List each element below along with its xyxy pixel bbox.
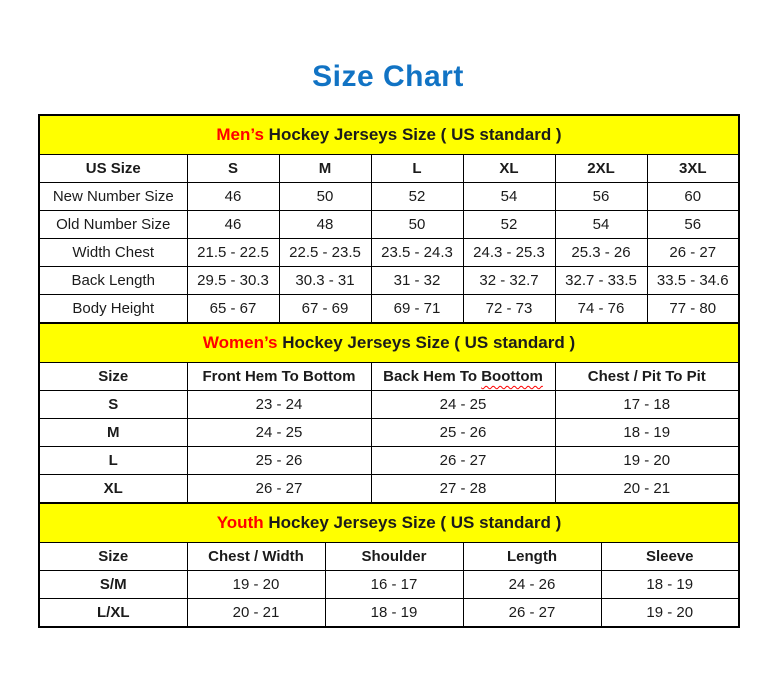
column-header-cell: Front Hem To Bottom [187, 363, 371, 391]
youth-band-cell [39, 503, 739, 543]
row-label-cell: Width Chest [39, 239, 187, 267]
value-cell: 20 - 21 [555, 475, 739, 504]
value-cell: 25 - 26 [187, 447, 371, 475]
value-cell: 22.5 - 23.5 [279, 239, 371, 267]
row-label-cell: XL [39, 475, 187, 504]
row-label-cell: M [39, 419, 187, 447]
value-cell: 18 - 19 [601, 571, 739, 599]
youth-band-text: Hockey Jerseys Size ( US standard ) [268, 513, 562, 532]
row-label-cell: Back Length [39, 267, 187, 295]
value-cell: 56 [647, 211, 739, 239]
value-cell: 29.5 - 30.3 [187, 267, 279, 295]
value-cell: 24.3 - 25.3 [463, 239, 555, 267]
value-cell: 56 [555, 183, 647, 211]
column-header-cell: L [371, 155, 463, 183]
column-header-cell: 2XL [555, 155, 647, 183]
value-cell: 20 - 21 [187, 599, 325, 628]
value-cell: 32 - 32.7 [463, 267, 555, 295]
table-row [39, 295, 739, 324]
value-cell: 60 [647, 183, 739, 211]
value-cell: 18 - 19 [555, 419, 739, 447]
value-cell: 21.5 - 22.5 [187, 239, 279, 267]
value-cell: 26 - 27 [647, 239, 739, 267]
womens-band-text: Hockey Jerseys Size ( US standard ) [282, 333, 576, 352]
value-cell: 69 - 71 [371, 295, 463, 324]
table-row [39, 239, 739, 267]
value-cell: 74 - 76 [555, 295, 647, 324]
value-cell: 24 - 25 [371, 391, 555, 419]
column-header-cell: Chest / Width [187, 543, 325, 571]
row-label-cell: L/XL [39, 599, 187, 628]
value-cell: 26 - 27 [187, 475, 371, 504]
row-label-cell: Old Number Size [39, 211, 187, 239]
value-cell: 19 - 20 [187, 571, 325, 599]
value-cell: 72 - 73 [463, 295, 555, 324]
table-row [39, 571, 739, 599]
value-cell: 31 - 32 [371, 267, 463, 295]
value-cell: 50 [279, 183, 371, 211]
table-row [39, 475, 739, 504]
value-cell: 23 - 24 [187, 391, 371, 419]
value-cell: 23.5 - 24.3 [371, 239, 463, 267]
value-cell: 24 - 26 [463, 571, 601, 599]
value-cell: 17 - 18 [555, 391, 739, 419]
value-cell: 54 [463, 183, 555, 211]
youth-section-band [39, 503, 739, 543]
value-cell: 65 - 67 [187, 295, 279, 324]
column-header-cell: Sleeve [601, 543, 739, 571]
column-header-cell: Chest / Pit To Pit [555, 363, 739, 391]
womens-band-highlight: Women’s [202, 333, 278, 352]
value-cell: 52 [463, 211, 555, 239]
value-cell: 27 - 28 [371, 475, 555, 504]
value-cell: 50 [371, 211, 463, 239]
table-row [39, 419, 739, 447]
value-cell: 24 - 25 [187, 419, 371, 447]
row-label-cell: L [39, 447, 187, 475]
value-cell: 46 [187, 183, 279, 211]
row-label-cell: S/M [39, 571, 187, 599]
value-cell: 26 - 27 [371, 447, 555, 475]
mens-band-cell [39, 115, 739, 155]
table-row [39, 211, 739, 239]
value-cell: 46 [187, 211, 279, 239]
column-header-cell: M [279, 155, 371, 183]
value-cell: 30.3 - 31 [279, 267, 371, 295]
column-header-cell: 3XL [647, 155, 739, 183]
column-header-cell: XL [463, 155, 555, 183]
value-cell: 19 - 20 [601, 599, 739, 628]
column-header-cell: Shoulder [325, 543, 463, 571]
womens-section-band [39, 323, 739, 363]
column-header-cell: Size [39, 363, 187, 391]
table-row [39, 391, 739, 419]
value-cell: 33.5 - 34.6 [647, 267, 739, 295]
table-row [39, 599, 739, 628]
mens-section-band [39, 115, 739, 155]
header-text: Back Hem To [383, 368, 478, 385]
mens-band-highlight: Men’s [216, 125, 264, 144]
row-label-cell: New Number Size [39, 183, 187, 211]
column-header-cell [371, 363, 555, 391]
value-cell: 54 [555, 211, 647, 239]
column-header-cell: Size [39, 543, 187, 571]
value-cell: 25.3 - 26 [555, 239, 647, 267]
value-cell: 67 - 69 [279, 295, 371, 324]
value-cell: 77 - 80 [647, 295, 739, 324]
youth-header-row [39, 543, 739, 571]
value-cell: 48 [279, 211, 371, 239]
value-cell: 52 [371, 183, 463, 211]
mens-header-row [39, 155, 739, 183]
table-row [39, 267, 739, 295]
youth-band-highlight: Youth [216, 513, 264, 532]
value-cell: 19 - 20 [555, 447, 739, 475]
value-cell: 18 - 19 [325, 599, 463, 628]
value-cell: 32.7 - 33.5 [555, 267, 647, 295]
column-header-cell: Length [463, 543, 601, 571]
womens-header-row [39, 363, 739, 391]
column-header-cell: US Size [39, 155, 187, 183]
row-label-cell: Body Height [39, 295, 187, 324]
row-label-cell: S [39, 391, 187, 419]
value-cell: 26 - 27 [463, 599, 601, 628]
misspelled-word: Boottom [481, 368, 543, 385]
table-row [39, 447, 739, 475]
value-cell: 16 - 17 [325, 571, 463, 599]
table-row [39, 183, 739, 211]
mens-band-text: Hockey Jerseys Size ( US standard ) [268, 125, 562, 144]
youth-size-table [38, 502, 740, 628]
womens-band-cell [39, 323, 739, 363]
mens-size-table [38, 114, 740, 324]
column-header-cell: S [187, 155, 279, 183]
value-cell: 25 - 26 [371, 419, 555, 447]
tables-container [38, 114, 738, 628]
page-title: Size Chart [312, 60, 464, 93]
womens-size-table [38, 322, 740, 504]
